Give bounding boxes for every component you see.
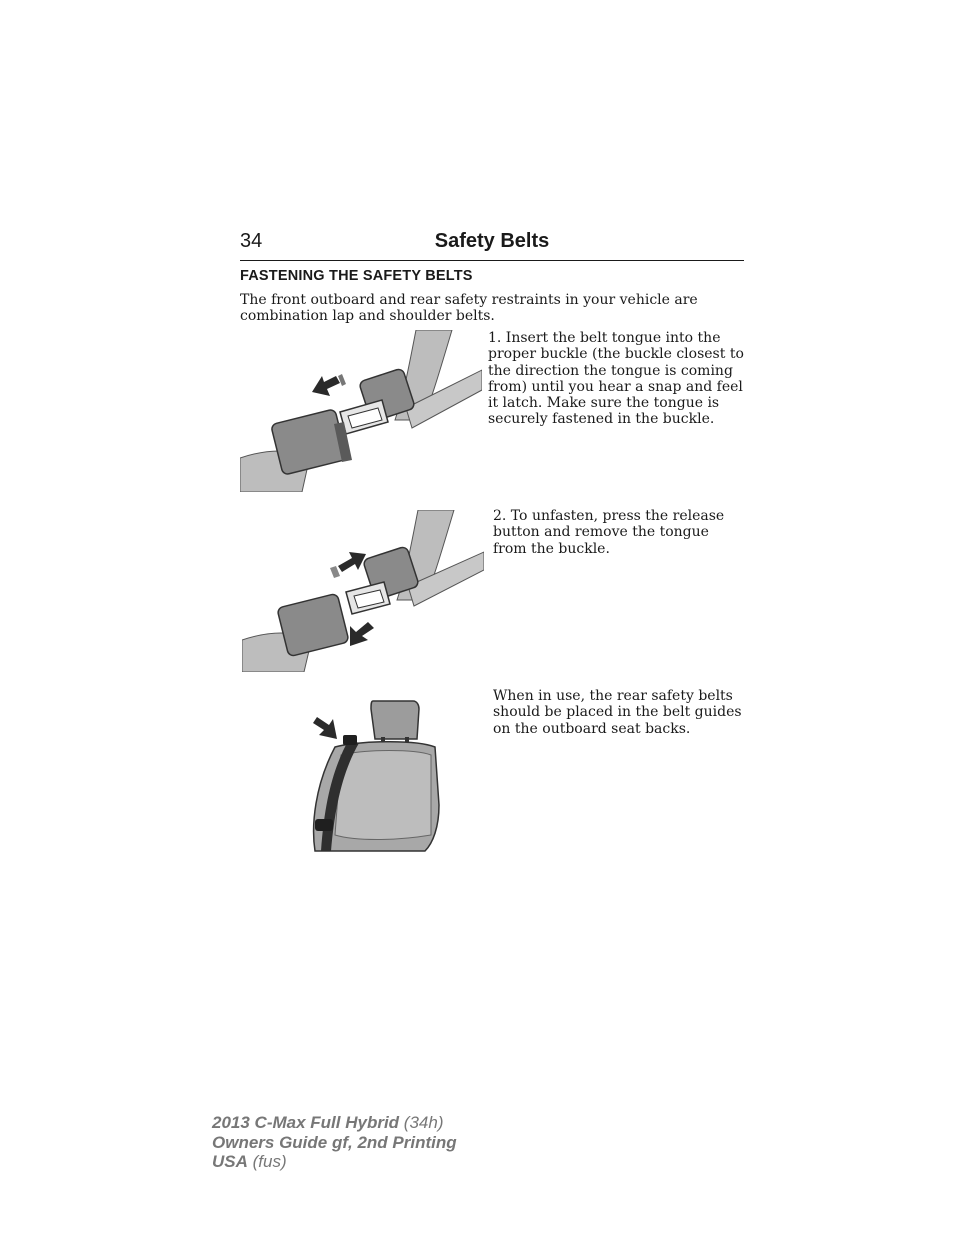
footer-line-3 <box>212 1152 457 1172</box>
unfasten-belt-illustration <box>242 510 484 672</box>
page-number: 34 <box>240 230 263 252</box>
footer-guide: Owners Guide gf, 2nd Printing <box>212 1132 457 1152</box>
step-2-text: 2. To unfasten, press the release button and remove the tongue from the buckle. <box>493 508 725 557</box>
footer-line-2 <box>212 1133 457 1153</box>
section-heading: FASTENING THE SAFETY BELTS <box>240 268 473 284</box>
intro-paragraph: The front outboard and rear safety restraints in your vehicle are combination lap and shoulder belts. <box>240 292 698 325</box>
page-header <box>240 228 744 261</box>
step-3-text: When in use, the rear safety belts should be placed in the belt guides on the outboard seat backs. <box>493 688 742 737</box>
footer-line-1 <box>212 1113 457 1133</box>
step-1-text: 1. Insert the belt tongue into the proper buckle (the buckle closest to the direction the tongue is coming from) until you hear a snap and feel it latch. Make sure the tongue is securely fastened in the buckle. <box>488 330 744 428</box>
footer-market-code: (fus) <box>252 1152 287 1171</box>
chapter-title: Safety Belts <box>434 230 550 252</box>
page-footer <box>212 1113 457 1172</box>
footer-model-code: (34h) <box>403 1113 444 1132</box>
rear-seat-belt-guide-illustration <box>305 695 440 853</box>
fasten-belt-illustration <box>240 330 482 492</box>
footer-market: USA <box>212 1152 248 1171</box>
footer-model: 2013 C-Max Full Hybrid <box>212 1113 400 1132</box>
